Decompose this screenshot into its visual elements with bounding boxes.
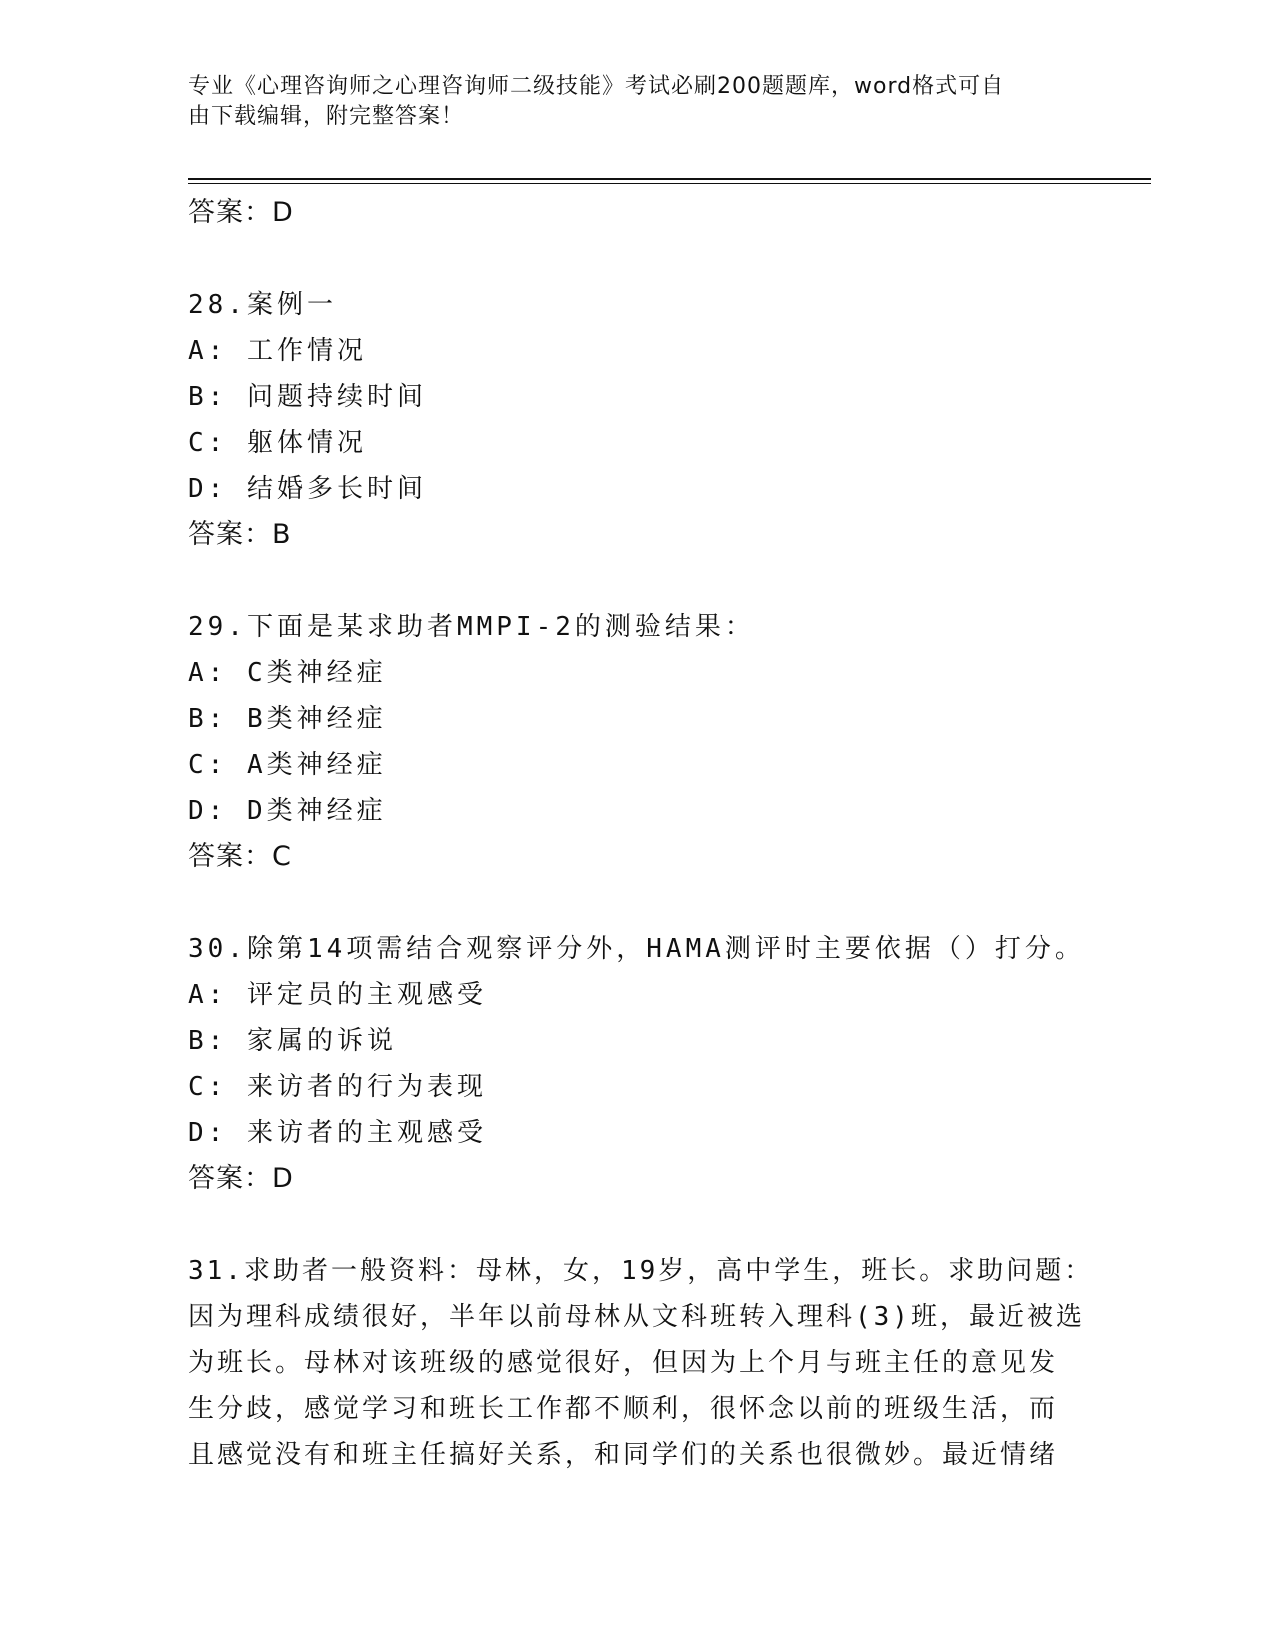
answer: 答案：C [188, 841, 292, 872]
question-stem: 28.案例一 [188, 290, 337, 320]
option-c: C: 躯体情况 [188, 428, 367, 458]
document-header [188, 72, 1068, 132]
option-d: D: 结婚多长时间 [188, 474, 427, 504]
answer-27: 答案：D [188, 197, 294, 228]
spacer [188, 880, 1088, 926]
option-c: C: 来访者的行为表现 [188, 1072, 487, 1102]
option-d: D: 来访者的主观感受 [188, 1118, 487, 1148]
option-b: B: B类神经症 [188, 704, 387, 734]
option-b: B: 问题持续时间 [188, 382, 427, 412]
option-a: A: 评定员的主观感受 [188, 980, 487, 1010]
answer: 答案：D [188, 1163, 294, 1194]
question-stem-line: 且感觉没有和班主任搞好关系，和同学们的关系也很微妙。最近情绪 [188, 1440, 1059, 1470]
option-c: C: A类神经症 [188, 750, 387, 780]
question-stem: 30.除第14项需结合观察评分外，HAMA测评时主要依据（）打分。 [188, 934, 1085, 964]
spacer [188, 1202, 1088, 1248]
option-a: A: 工作情况 [188, 336, 367, 366]
question-30 [188, 926, 1088, 1202]
option-b: B: 家属的诉说 [188, 1026, 397, 1056]
question-29 [188, 604, 1088, 880]
question-stem-line: 生分歧，感觉学习和班长工作都不顺利，很怀念以前的班级生活，而 [188, 1394, 1059, 1424]
question-list [188, 190, 1094, 1478]
header-line-1: 专业《心理咨询师之心理咨询师二级技能》考试必刷200题题库，word格式可自 [188, 74, 1005, 99]
question-stem: 29.下面是某求助者MMPI-2的测验结果： [188, 612, 755, 642]
header-divider-top [188, 178, 1151, 180]
option-d: D: D类神经症 [188, 796, 387, 826]
header-line-2: 由下载编辑，附完整答案！ [188, 104, 465, 129]
question-28 [188, 282, 1088, 558]
option-a: A: C类神经症 [188, 658, 387, 688]
question-31 [188, 1248, 1094, 1478]
question-stem-line: 31.求助者一般资料：母林，女，19岁，高中学生，班长。求助问题： [188, 1256, 1094, 1286]
spacer [188, 558, 1088, 604]
question-stem-line: 为班长。母林对该班级的感觉很好，但因为上个月与班主任的意见发 [188, 1348, 1059, 1378]
spacer [188, 236, 1088, 282]
answer: 答案：B [188, 519, 292, 550]
header-divider-bottom [188, 183, 1151, 184]
question-stem-line: 因为理科成绩很好，半年以前母林从文科班转入理科(3)班，最近被选 [188, 1302, 1085, 1332]
